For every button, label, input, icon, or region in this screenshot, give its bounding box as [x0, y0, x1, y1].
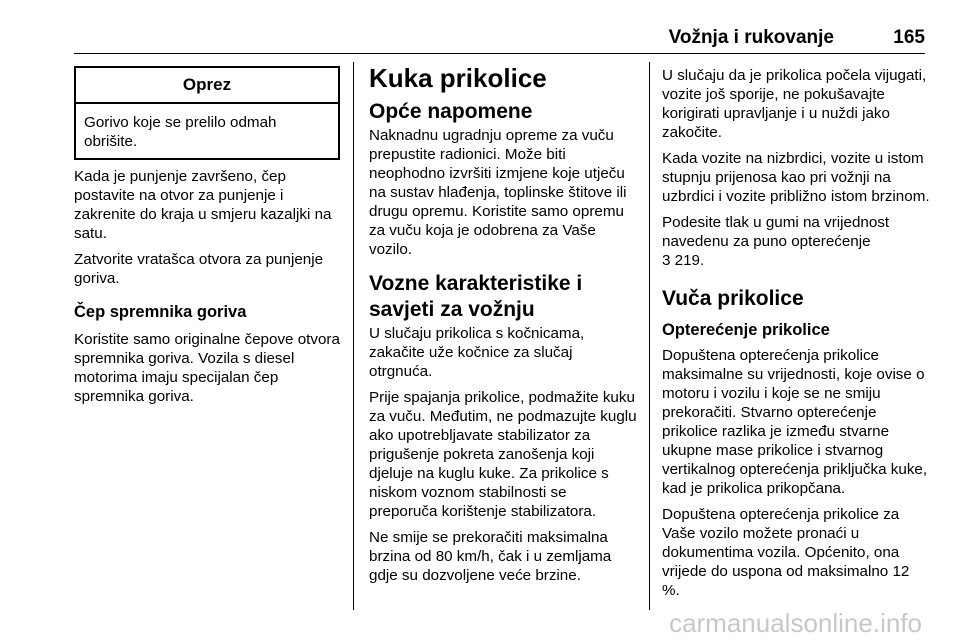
paragraph: U slučaju da je prikolica počela vijugati, vozite još sporije, ne pokušavajte korigirati upravljanje i u nuždi jako zakočite. — [662, 67, 927, 141]
page-reference-link[interactable]: 3 219. — [662, 252, 705, 269]
paragraph: Ne smije se prekoračiti maksimalna brzina od 80 km/h, čak i u zemljama gdje su dozvoljene veće brzine. — [369, 529, 612, 584]
page-number: 165 — [893, 27, 925, 48]
column-2 — [369, 63, 637, 592]
paragraph: Dopuštena opterećenja prikolice za Vaše vozilo možete pronaći u dokumentima vozila. Općenito, ona vrijede do uspona od maksimalno 12 %. — [662, 506, 910, 599]
page-header-title: Vožnja i rukovanje — [668, 27, 834, 48]
paragraph: Dopuštena opterećenja prikolice maksimalne su vrijednosti, koje ovise o motoru i vozilu i koje se ne smiju prekoračiti. Stvarno opterećenje prikolice razlika je između stvarne ukupne mase prikolice i stvarnog vertikalnog opterećenja priključka kuke, kad je prikolica prikopčana. — [662, 347, 928, 497]
column-1 — [74, 167, 342, 413]
chapter-heading: Kuka prikolice — [369, 63, 547, 93]
paragraph — [662, 213, 930, 270]
paragraph: Kada vozite na nizbrdici, vozite u istom stupnju prijenosa kao pri vožnji na uzbrdici i vozite približno istom brzinom. — [662, 150, 930, 205]
section-heading: Vozne karakteristike i savjeti za vožnju — [369, 272, 583, 321]
paragraph: Zatvorite vratašca otvora za punjenje goriva. — [74, 251, 324, 287]
paragraph-text: Podesite tlak u gumi na vrijednost navedenu za puno opterećenje — [662, 214, 890, 250]
warning-title: Oprez — [76, 68, 338, 104]
section-heading: Vuča prikolice — [662, 287, 804, 310]
paragraph: Naknadnu ugradnju opreme za vuču prepustite radionici. Može biti neophodno izvršiti izmjene koje utječu na sustav hlađenja, toplinske štitove ili drugu opremu. Koristite samo opremu za vuču koja je odobrena za Vaše vozilo. — [369, 127, 627, 258]
paragraph: Prije spajanja prikolice, podmažite kuku za vuču. Međutim, ne podmazujte kuglu ako upotrebljavate stabilizator za prigušenje pokreta zanošenja koji djeluje na kuglu kuke. Za prikolice s niskom voznom stabilnosti se preporuča korištenje stabilizatora. — [369, 389, 637, 520]
section-heading: Čep spremnika goriva — [74, 303, 247, 321]
watermark: carmanualsonline.info — [669, 608, 922, 638]
subsection-heading: Opterećenje prikolice — [662, 321, 830, 339]
column-divider-1 — [353, 62, 354, 610]
paragraph: Kada je punjenje završeno, čep postavite na otvor za punjenje i zakrenite do kraja u smjeru kazaljki na satu. — [74, 168, 332, 242]
column-3 — [662, 66, 930, 607]
warning-box — [74, 66, 340, 160]
paragraph: Koristite samo originalne čepove otvora spremnika goriva. Vozila s diesel motorima imaju specijalan čep spremnika goriva. — [74, 331, 340, 405]
column-divider-2 — [649, 62, 650, 610]
warning-text: Gorivo koje se prelilo odmah obrišite. — [84, 114, 277, 150]
header-rule — [74, 53, 925, 54]
paragraph: U slučaju prikolica s kočnicama, zakačite uže kočnice za slučaj otrgnuća. — [369, 325, 585, 380]
section-heading: Opće napomene — [369, 100, 533, 123]
